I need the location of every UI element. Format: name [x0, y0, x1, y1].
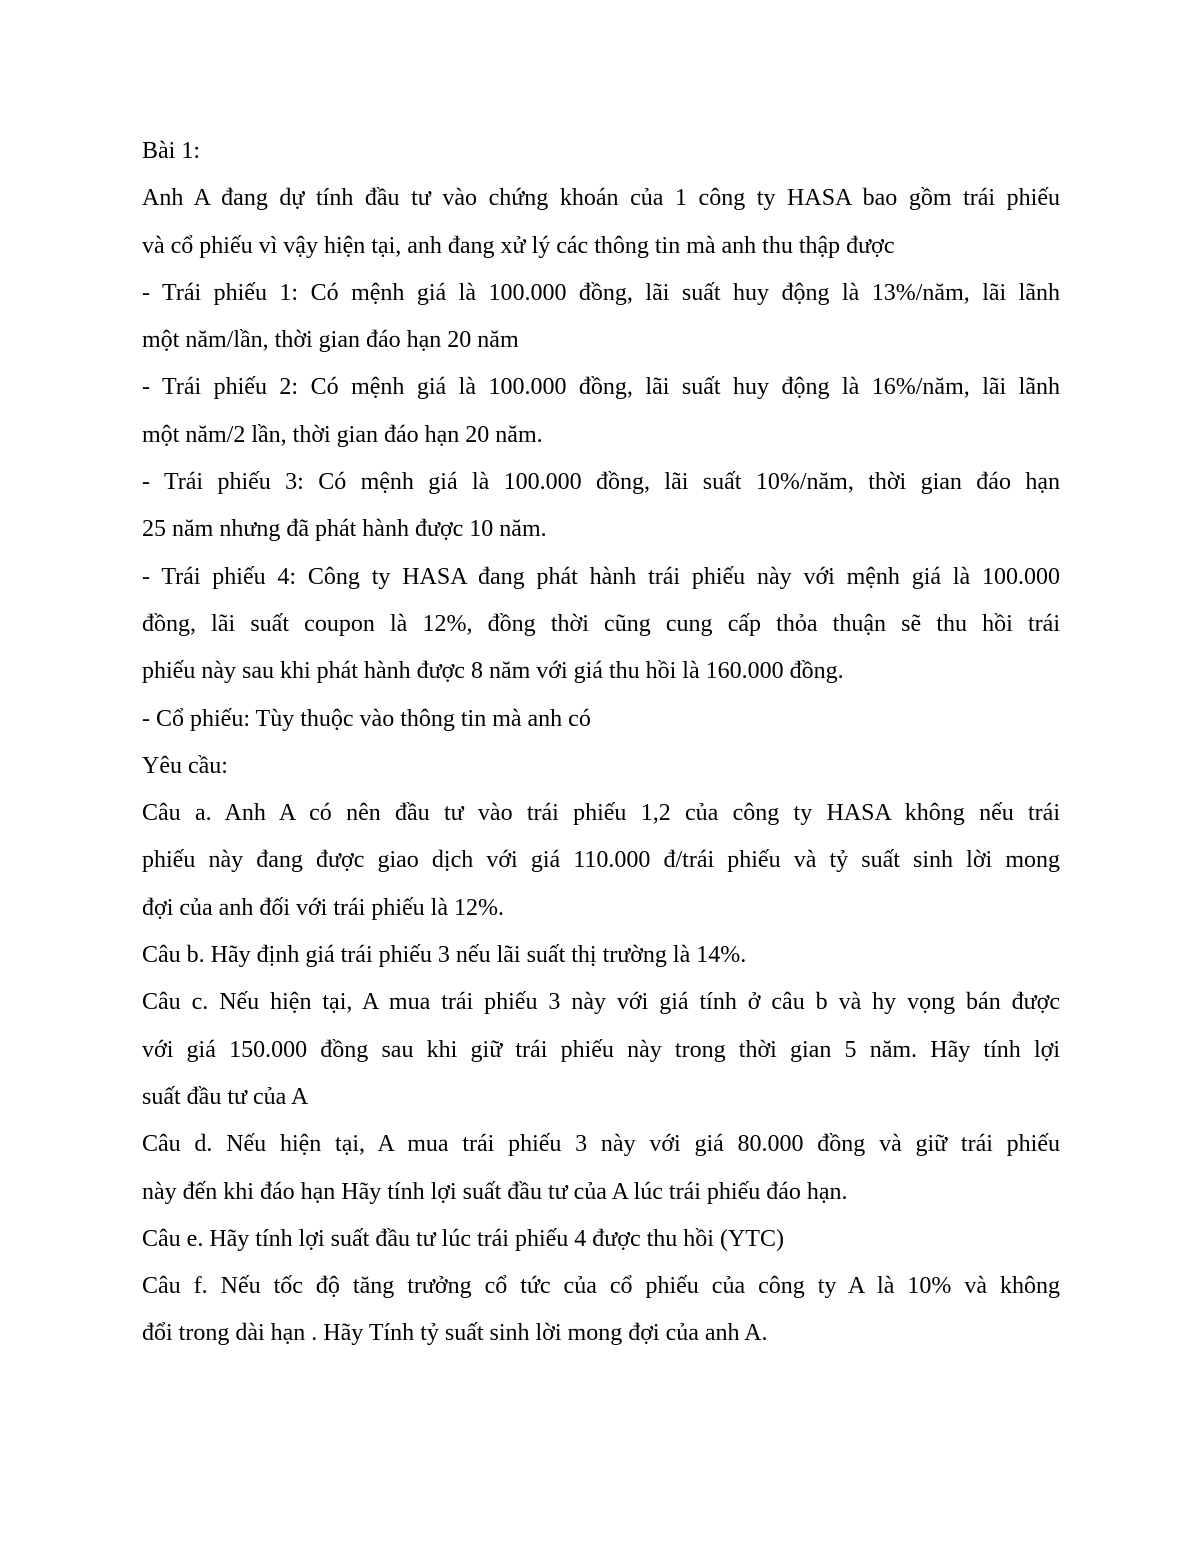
text-line: Câu b. Hãy định giá trái phiếu 3 nếu lãi suất thị trường là 14%. [142, 942, 747, 969]
text-line: Câu a. Anh A có nên đầu tư vào trái phiếu 1,2 của công ty HASA không nếu trái [142, 800, 1060, 827]
text-line: - Cổ phiếu: Tùy thuộc vào thông tin mà anh có [142, 705, 591, 732]
text-line: đợi của anh đối với trái phiếu là 12%. [142, 894, 504, 921]
text-line: một năm/2 lần, thời gian đáo hạn 20 năm. [142, 421, 543, 448]
text-line: với giá 150.000 đồng sau khi giữ trái phiếu này trong thời gian 5 năm. Hãy tính lợi [142, 1036, 1060, 1063]
text-line: phiếu này đang được giao dịch với giá 110.000 đ/trái phiếu và tỷ suất sinh lời mong [142, 847, 1060, 874]
text-line: Câu c. Nếu hiện tại, A mua trái phiếu 3 này với giá tính ở câu b và hy vọng bán được [142, 989, 1060, 1016]
text-line: Bài 1: [142, 138, 200, 164]
text-line: Câu d. Nếu hiện tại, A mua trái phiếu 3 này với giá 80.000 đồng và giữ trái phiếu [142, 1131, 1060, 1158]
text-line: - Trái phiếu 2: Có mệnh giá là 100.000 đồng, lãi suất huy động là 16%/năm, lãi lãnh [142, 374, 1060, 401]
text-line: - Trái phiếu 3: Có mệnh giá là 100.000 đồng, lãi suất 10%/năm, thời gian đáo hạn [142, 469, 1060, 496]
text-line: - Trái phiếu 1: Có mệnh giá là 100.000 đồng, lãi suất huy động là 13%/năm, lãi lãnh [142, 279, 1060, 306]
text-line: - Trái phiếu 4: Công ty HASA đang phát hành trái phiếu này với mệnh giá là 100.000 [142, 563, 1060, 590]
text-line: Câu e. Hãy tính lợi suất đầu tư lúc trái phiếu 4 được thu hồi (YTC) [142, 1225, 784, 1252]
text-line: 25 năm nhưng đã phát hành được 10 năm. [142, 516, 547, 543]
text-line: và cổ phiếu vì vậy hiện tại, anh đang xử lý các thông tin mà anh thu thập được [142, 232, 895, 259]
text-line: suất đầu tư của A [142, 1083, 309, 1110]
text-line: một năm/lần, thời gian đáo hạn 20 năm [142, 327, 519, 354]
text-line: Anh A đang dự tính đầu tư vào chứng khoán của 1 công ty HASA bao gồm trái phiếu [142, 185, 1060, 212]
text-line: phiếu này sau khi phát hành được 8 năm với giá thu hồi là 160.000 đồng. [142, 658, 844, 685]
text-line: Yêu cầu: [142, 752, 228, 779]
text-line: Câu f. Nếu tốc độ tăng trưởng cổ tức của cổ phiếu của công ty A là 10% và không [142, 1273, 1060, 1300]
document-page [142, 128, 1060, 1358]
text-line: này đến khi đáo hạn Hãy tính lợi suất đầu tư của A lúc trái phiếu đáo hạn. [142, 1178, 848, 1205]
text-line: đồng, lãi suất coupon là 12%, đồng thời cũng cung cấp thỏa thuận sẽ thu hồi trái [142, 610, 1060, 637]
text-line: đổi trong dài hạn . Hãy Tính tỷ suất sinh lời mong đợi của anh A. [142, 1320, 768, 1347]
